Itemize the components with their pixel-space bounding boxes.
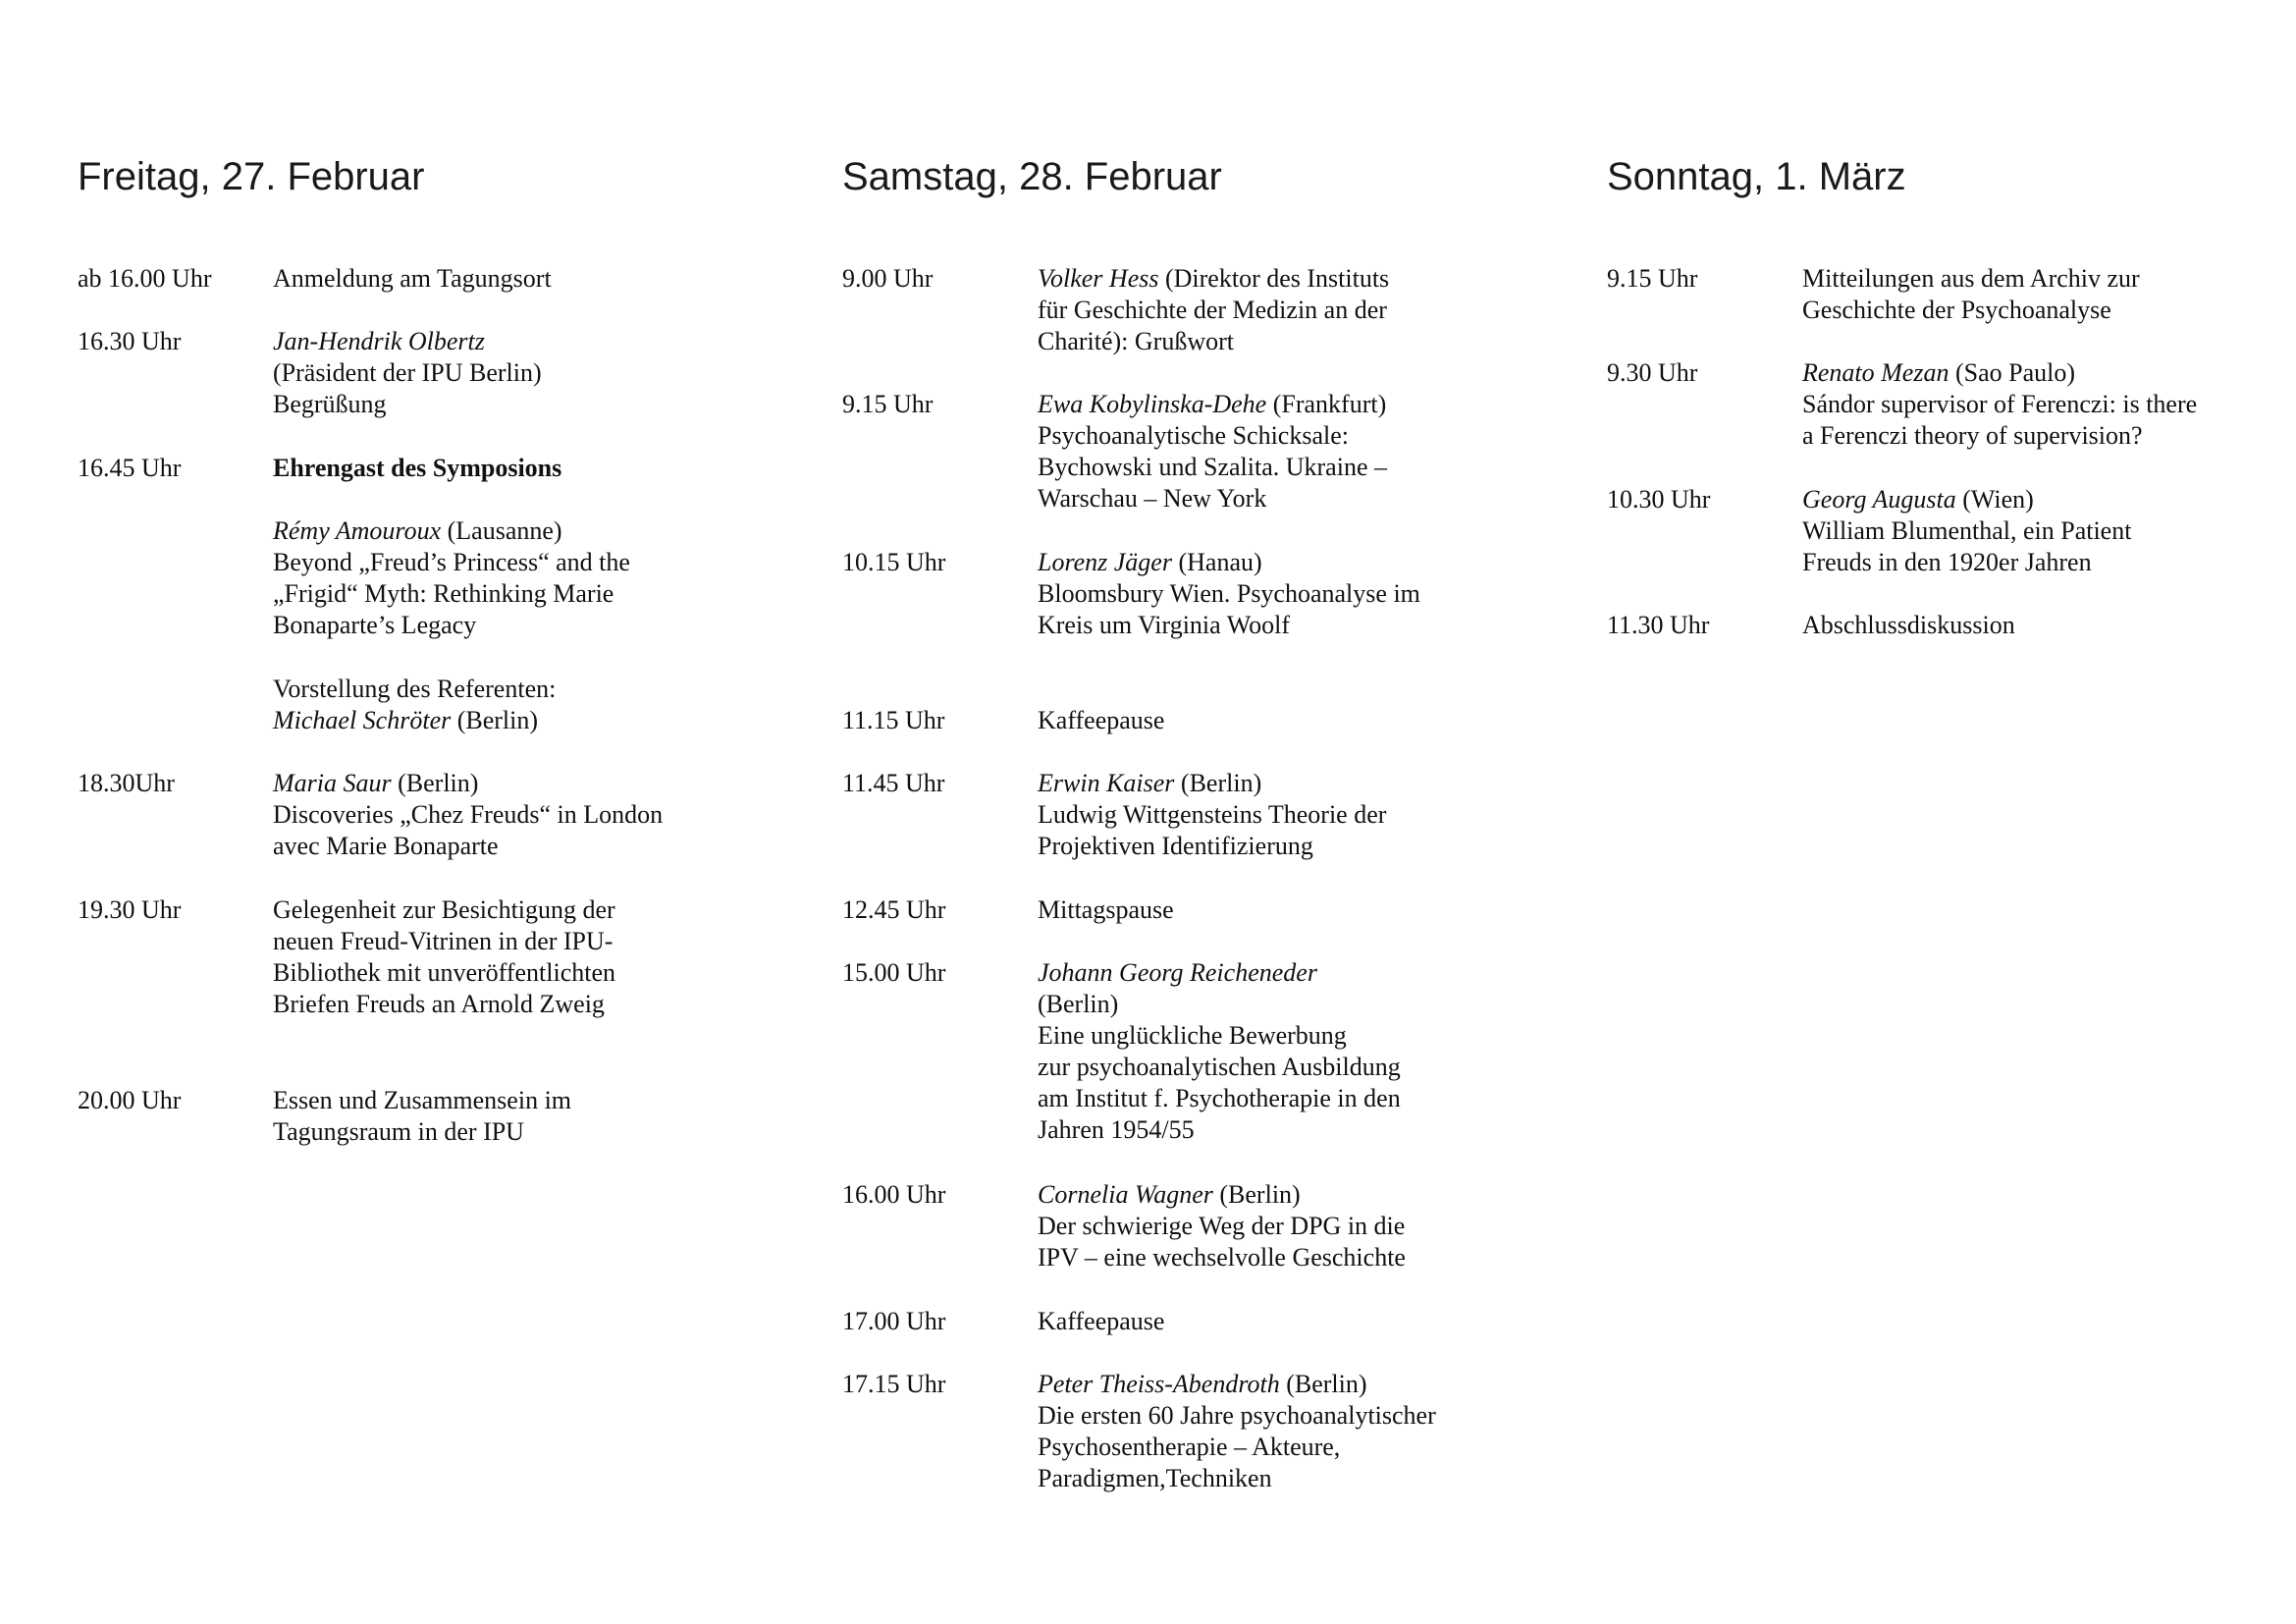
entry-time: 9.15 Uhr: [842, 390, 934, 418]
entry-time: 15.00 Uhr: [842, 958, 946, 987]
entry-text: Bibliothek mit unveröffentlichten: [273, 958, 616, 987]
talk-title-line: Ludwig Wittgensteins Theorie der: [1038, 800, 1387, 829]
talk-title-line: Psychosentherapie – Akteure,: [1038, 1433, 1341, 1461]
talk-title-line: Paradigmen,Techniken: [1038, 1464, 1272, 1492]
speaker-affiliation: (Berlin): [1174, 769, 1262, 797]
entry-body: [1038, 1369, 1489, 1494]
entry-time: 10.15 Uhr: [842, 548, 946, 576]
talk-title-line: Bloomsbury Wien. Psychoanalyse im: [1038, 579, 1420, 608]
talk-title-line: Freuds in den 1920er Jahren: [1802, 548, 2092, 576]
entry-text: Anmeldung am Tagungsort: [273, 264, 552, 293]
entry-body: [273, 326, 724, 420]
entry-time: 12.45 Uhr: [842, 895, 946, 924]
entry-time: 9.30 Uhr: [1607, 358, 1698, 387]
talk-title-line: Sándor supervisor of Ferenczi: is there: [1802, 390, 2198, 418]
speaker-affiliation: (Wien): [1955, 485, 2034, 514]
entry-time: 11.30 Uhr: [1607, 611, 1710, 639]
talk-title-line: Eine unglückliche Bewerbung: [1038, 1021, 1347, 1050]
entry-text: (Präsident der IPU Berlin): [273, 358, 542, 387]
entry-time: 16.45 Uhr: [78, 454, 182, 482]
speaker-name: Georg Augusta: [1802, 485, 1956, 514]
speaker-name: Cornelia Wagner: [1038, 1180, 1213, 1209]
speaker-affiliation: (Hanau): [1171, 548, 1262, 576]
talk-title-line: Discoveries „Chez Freuds“ in London: [273, 800, 664, 829]
entry-text: Vorstellung des Referenten:: [273, 675, 557, 703]
entry-text: Mittagspause: [1038, 895, 1174, 924]
speaker-name: Volker Hess: [1038, 264, 1159, 293]
entry-time: 19.30 Uhr: [78, 895, 182, 924]
talk-title-line: Die ersten 60 Jahre psychoanalytischer: [1038, 1401, 1436, 1430]
speaker-affiliation: (Berlin): [1212, 1180, 1301, 1209]
entry-body: [273, 1085, 724, 1148]
talk-title-line: William Blumenthal, ein Patient: [1802, 516, 2132, 545]
talk-title-line: Bonaparte’s Legacy: [273, 611, 477, 639]
entry-text: Kaffeepause: [1038, 1307, 1165, 1335]
entry-text: neuen Freud-Vitrinen in der IPU-: [273, 927, 614, 955]
entry-text: Essen und Zusammensein im: [273, 1086, 572, 1114]
talk-title-line: Kreis um Virginia Woolf: [1038, 611, 1291, 639]
entry-body: [1802, 357, 2254, 452]
talk-title-line: Jahren 1954/55: [1038, 1115, 1195, 1144]
entry-body: [273, 515, 724, 641]
entry-text: Abschlussdiskussion: [1802, 611, 2015, 639]
guest-of-honor-heading: Ehrengast des Symposions: [273, 454, 562, 482]
speaker-name: Erwin Kaiser: [1038, 769, 1175, 797]
talk-title-line: Psychoanalytische Schicksale:: [1038, 421, 1349, 450]
entry-body: [1038, 389, 1489, 514]
entry-body: [273, 674, 724, 736]
day-title: Samstag, 28. Februar: [842, 155, 1222, 198]
entry-time: 16.30 Uhr: [78, 327, 182, 355]
entry-time: 10.30 Uhr: [1607, 485, 1711, 514]
speaker-affiliation: (Lausanne): [441, 516, 562, 545]
speaker-name: Jan-Hendrik Olbertz: [273, 327, 485, 355]
talk-title-line: zur psychoanalytischen Ausbildung: [1038, 1053, 1401, 1081]
entry-time: 11.15 Uhr: [842, 706, 945, 734]
speaker-name: Peter Theiss-Abendroth: [1038, 1370, 1280, 1398]
entry-body: [1802, 263, 2254, 326]
speaker-name: Ewa Kobylinska-Dehe: [1038, 390, 1267, 418]
speaker-name: Renato Mezan: [1802, 358, 1949, 387]
entry-body: [1802, 484, 2254, 578]
speaker-name: Michael Schröter: [273, 706, 452, 734]
entry-body: [273, 263, 724, 295]
talk-title-line: am Institut f. Psychotherapie in den: [1038, 1084, 1401, 1112]
talk-title-line: Beyond „Freud’s Princess“ and the: [273, 548, 630, 576]
talk-title-line: Der schwierige Weg der DPG in die: [1038, 1212, 1406, 1240]
entry-time: 17.15 Uhr: [842, 1370, 946, 1398]
entry-time: ab 16.00 Uhr: [78, 264, 212, 293]
day-title: Sonntag, 1. März: [1607, 155, 1906, 198]
entry-body: [273, 453, 724, 484]
entry-body: [1038, 1306, 1489, 1337]
talk-title-line: „Frigid“ Myth: Rethinking Marie: [273, 579, 614, 608]
talk-title-line: Projektiven Identifizierung: [1038, 832, 1313, 860]
speaker-affiliation: (Berlin): [451, 706, 539, 734]
speaker-name: Johann Georg Reicheneder: [1038, 958, 1317, 987]
talk-title-line: Warschau – New York: [1038, 484, 1267, 513]
entry-time: 20.00 Uhr: [78, 1086, 182, 1114]
entry-text: Begrüßung: [273, 390, 387, 418]
entry-time: 9.15 Uhr: [1607, 264, 1698, 293]
entry-body: [273, 768, 724, 862]
entry-body: [1038, 705, 1489, 736]
talk-title-line: a Ferenczi theory of supervision?: [1802, 421, 2143, 450]
speaker-name: Rémy Amouroux: [273, 516, 442, 545]
entry-text: Tagungsraum in der IPU: [273, 1117, 524, 1146]
speaker-affiliation: (Berlin): [1038, 990, 1119, 1018]
entry-time: 9.00 Uhr: [842, 264, 934, 293]
talk-title-line: Bychowski und Szalita. Ukraine –: [1038, 453, 1387, 481]
speaker-name: Lorenz Jäger: [1038, 548, 1172, 576]
entry-text: Charité): Grußwort: [1038, 327, 1235, 355]
entry-body: [273, 894, 724, 1020]
speaker-affiliation: (Berlin): [1279, 1370, 1367, 1398]
entry-body: [1038, 894, 1489, 926]
entry-text: für Geschichte der Medizin an der: [1038, 296, 1387, 324]
talk-title-line: avec Marie Bonaparte: [273, 832, 499, 860]
entry-time: 18.30Uhr: [78, 769, 175, 797]
entry-time: 11.45 Uhr: [842, 769, 945, 797]
entry-text: Gelegenheit zur Besichtigung der: [273, 895, 615, 924]
speaker-affiliation: (Direktor des Instituts: [1158, 264, 1390, 293]
entry-body: [1038, 263, 1489, 357]
entry-body: [1038, 957, 1489, 1146]
talk-title-line: IPV – eine wechselvolle Geschichte: [1038, 1243, 1406, 1272]
speaker-affiliation: (Sao Paulo): [1949, 358, 2076, 387]
speaker-affiliation: (Berlin): [391, 769, 479, 797]
entry-time: 17.00 Uhr: [842, 1307, 946, 1335]
entry-text: Kaffeepause: [1038, 706, 1165, 734]
entry-body: [1802, 610, 2254, 641]
speaker-affiliation: (Frankfurt): [1266, 390, 1387, 418]
entry-text: Mitteilungen aus dem Archiv zur: [1802, 264, 2140, 293]
entry-text: Geschichte der Psychoanalyse: [1802, 296, 2111, 324]
entry-body: [1038, 547, 1489, 641]
speaker-name: Maria Saur: [273, 769, 392, 797]
entry-body: [1038, 1179, 1489, 1273]
day-title: Freitag, 27. Februar: [78, 155, 425, 198]
entry-time: 16.00 Uhr: [842, 1180, 946, 1209]
entry-text: Briefen Freuds an Arnold Zweig: [273, 990, 605, 1018]
entry-body: [1038, 768, 1489, 862]
